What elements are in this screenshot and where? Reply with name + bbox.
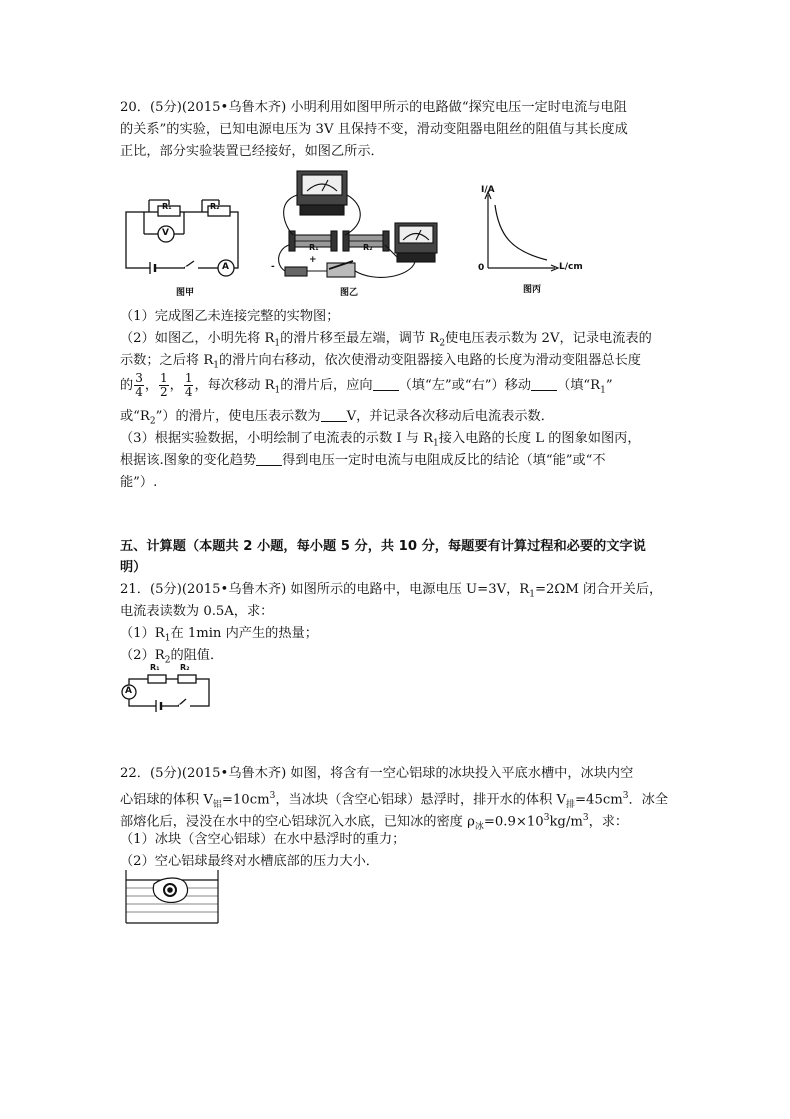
- q20-part2-line4: 或“$R_2$”）的滑片，使电压表示数为 V，并记录各次移动后电流表示数．: [120, 409, 554, 427]
- fig-jia-r2-label: R₂: [210, 202, 220, 211]
- section5-title-line1: 五、计算题（本题共 2 小题，每小题 5 分，共 10 分，每题要有计算过程和必要的文字说: [120, 539, 646, 554]
- figure-bing-graph: [475, 183, 590, 295]
- q22-line3: 部熔化后，浸没在水中的空心铝球沉入水底，已知冰的密度 $\rho_冰=0.9\times 10^3kg/m^3$，求：: [120, 813, 629, 833]
- q20-line3: 正比，部分实验装置已经接好，如图乙所示．: [120, 144, 384, 159]
- graph-bing-curve: [475, 183, 590, 295]
- fraction-one-quarter: $\frac{1}{4}$: [184, 371, 193, 399]
- q22-part2: （2）空心铝球最终对水槽底部的压力大小．: [120, 854, 379, 869]
- circuit-q21-diagram: [120, 665, 220, 713]
- q21-part2: $(2)R_2$的阻值．: [120, 648, 224, 666]
- fig-bing-caption: 图丙: [523, 285, 542, 295]
- graph-origin: 0: [478, 263, 485, 273]
- ammeter-symbol: A: [222, 262, 229, 272]
- q21-line1: 21．(5分)(2015•乌鲁木齐) 如图所示的电路中，电源电压 U=3V，$R_1=2\Omega M$ 闭合开关后，: [120, 582, 663, 600]
- q21-line2: 电流表读数为 0.5A，求：: [120, 604, 274, 619]
- q21-r2-label: R₂: [180, 663, 190, 672]
- apparatus-yi-drawing: [265, 165, 440, 295]
- figure-yi-apparatus: [265, 165, 440, 298]
- q20-part1: （1）完成图乙未连接完整的实物图；: [120, 309, 340, 324]
- q20-part3-line1: （3）根据实验数据，小明绘制了电流表的示数 I 与 $R_1$接入电路的长度 L 的图象如图丙，: [120, 431, 641, 449]
- blank-voltage[interactable]: [321, 407, 347, 422]
- q22-line1: 22．(5分)(2015•乌鲁木齐) 如图，将含有一空心铝球的冰块投入平底水槽中，冰块内空: [120, 766, 634, 781]
- blank-direction[interactable]: [373, 376, 399, 391]
- figure-jia-circuit: [122, 190, 247, 298]
- q20-part2-line1: （2）如图乙，小明先将 $R_1$的滑片移至最左端，调节 $R_2$使电压表示数为 2V，记录电流表的: [120, 331, 652, 349]
- q21-part1: $(1)R_1$在 1min 内产生的热量；: [120, 626, 318, 644]
- graph-y-label: I/A: [481, 185, 495, 195]
- voltmeter-symbol: V: [162, 228, 169, 238]
- battery-plus-label: +: [309, 255, 317, 265]
- figure-q22-water-tank: [124, 868, 220, 926]
- fig-yi-caption: 图乙: [340, 288, 359, 298]
- fraction-three-quarters: $\frac{3}{4}$: [135, 371, 143, 399]
- fig-yi-r2-label: R₂: [363, 243, 373, 252]
- fig-yi-r1-label: R₁: [309, 243, 319, 252]
- q20-part3-line3: 能”）.: [120, 475, 158, 490]
- q21-ammeter-symbol: A: [125, 686, 132, 696]
- blank-which-slider[interactable]: [531, 376, 557, 391]
- q20-line1: 20．(5分)(2015•乌鲁木齐) 小明利用如图甲所示的电路做“探究电压一定时电流与电阻: [120, 100, 627, 115]
- q20-part2-line3: 的 $\frac{3}{4}$ ， $\frac{1}{2}$ ， $\frac{1}{4}$ ，每次移动 $R_1$的滑片后，应向 （填“左”或“右”）移动 （填“$R_1$”: [120, 371, 613, 399]
- battery-minus-label: -: [271, 262, 275, 272]
- q22-line2: 心铝球的体积 $V_铝=10cm^3$，当冰块（含空心铝球）悬浮时，排开水的体积 $V_排=45cm^3$．冰全: [120, 791, 669, 811]
- fraction-one-half: $\frac{1}{2}$: [160, 371, 168, 399]
- tank-drawing: [124, 868, 220, 926]
- q20-part3-line2: 根据该.图象的变化趋势 得到电压一定时电流与电阻成反比的结论（填“能”或“不: [120, 453, 606, 468]
- q20-part2-line2: 示数；之后将 $R_1$的滑片向右移动，依次使滑动变阻器接入电路的长度为滑动变阻器总长度: [120, 353, 641, 371]
- fig-jia-r1-label: R₁: [162, 202, 172, 211]
- graph-x-label: L/cm: [559, 262, 583, 272]
- blank-conclusion[interactable]: [256, 451, 282, 466]
- circuit-jia-diagram: [122, 190, 247, 295]
- fig-jia-caption: 图甲: [176, 288, 195, 298]
- section5-title-line2: 明）: [120, 560, 147, 575]
- q22-part1: （1）冰块（含空心铝球）在水中悬浮时的重力；: [120, 832, 406, 847]
- figure-q21-circuit: [120, 665, 220, 713]
- q21-r1-label: R₁: [150, 663, 160, 672]
- q20-line2: 的关系”的实验，已知电源电压为 3V 且保持不变，滑动变阻器电阻丝的阻值与其长度成: [120, 122, 628, 137]
